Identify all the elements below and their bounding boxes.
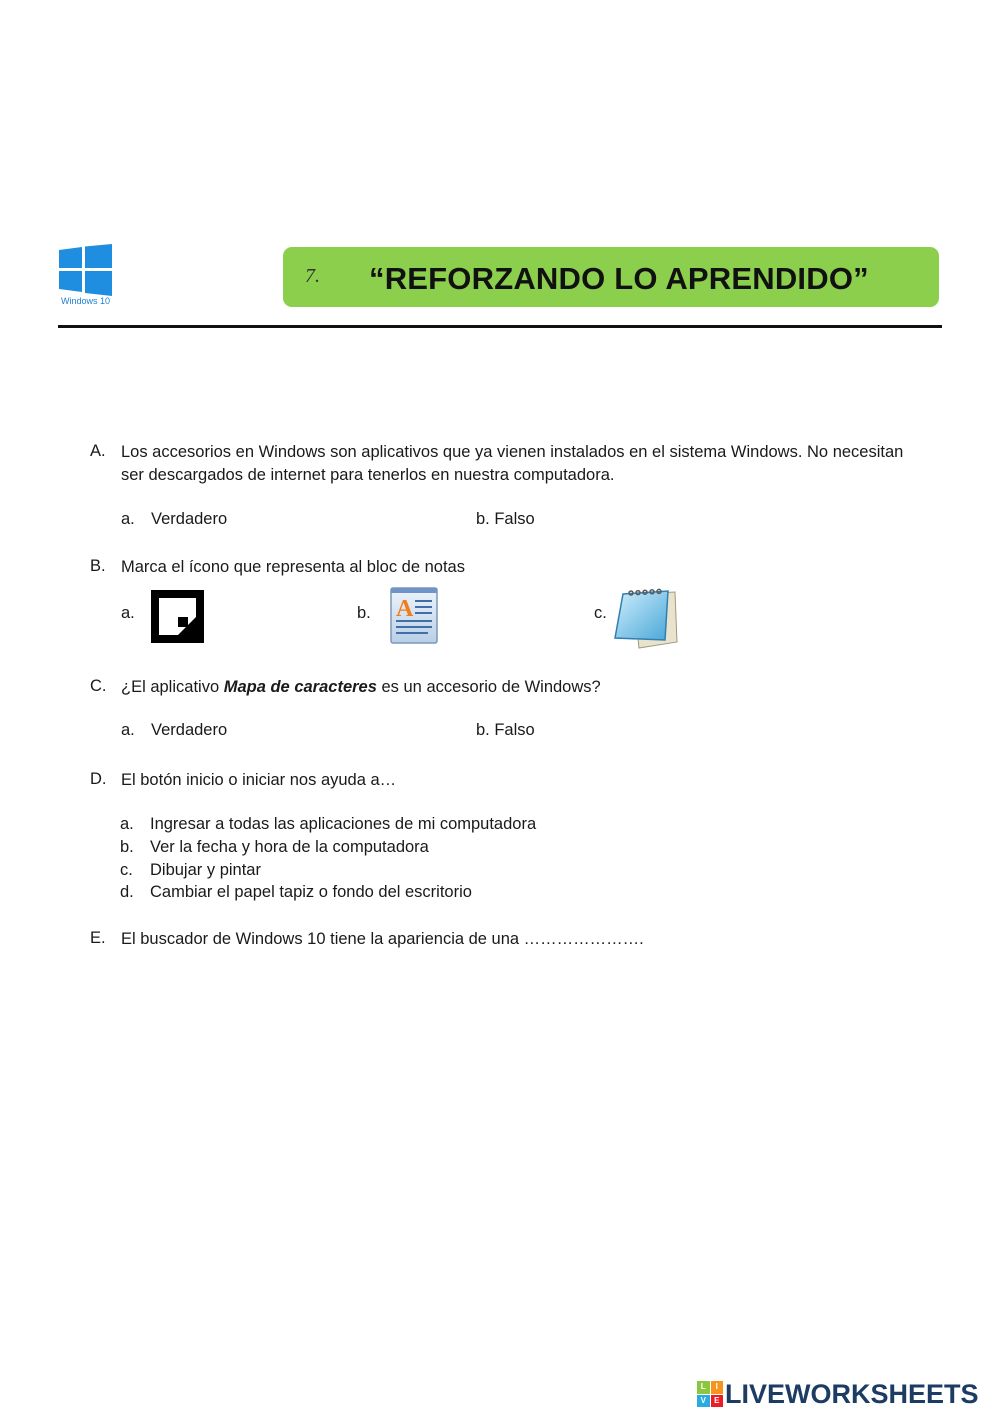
- header-divider: [58, 325, 942, 328]
- notepad-icon: [613, 588, 679, 650]
- windows-logo-icon: [59, 244, 113, 296]
- question-a-text: [121, 441, 941, 487]
- question-a-line2: ser descargados de internet para tenerlos en nuestra computadora.: [121, 466, 615, 484]
- question-b-option-b[interactable]: [390, 587, 438, 649]
- option-text: Verdadero: [151, 510, 228, 528]
- option-label: a.: [121, 510, 135, 528]
- question-d-option-b[interactable]: [120, 838, 429, 857]
- option-text: Cambiar el papel tapiz o fondo del escritorio: [150, 883, 472, 901]
- option-label: b.: [120, 838, 134, 856]
- question-d-option-a[interactable]: [120, 815, 536, 834]
- windows-10-logo: [59, 244, 113, 310]
- option-label: b. Falso: [476, 721, 535, 739]
- question-c-emphasis: Mapa de caracteres: [223, 678, 377, 696]
- liveworksheets-brand: LIVEWORKSHEETS: [725, 1378, 979, 1409]
- question-d-text: El botón inicio o iniciar nos ayuda a…: [121, 771, 397, 789]
- question-a-letter: A.: [90, 442, 106, 460]
- question-b-letter: B.: [90, 557, 106, 575]
- liveworksheets-badge-icon: L I V E: [697, 1381, 723, 1407]
- svg-text:A: A: [396, 596, 414, 622]
- question-c-text-before: ¿El aplicativo: [121, 678, 224, 696]
- option-text: Ingresar a todas las aplicaciones de mi computadora: [150, 815, 537, 833]
- question-d-letter: D.: [90, 770, 107, 788]
- option-label: c.: [120, 861, 133, 879]
- question-a-line1: Los accesorios en Windows son aplicativos que ya vienen instalados en el sistema Windows. No necesitan: [121, 443, 904, 461]
- question-e-text[interactable]: El buscador de Windows 10 tiene la apariencia de una ………………….: [121, 930, 644, 948]
- question-c-text-after: es un accesorio de Windows?: [376, 678, 601, 696]
- question-b-option-c-label: c.: [594, 604, 607, 622]
- question-d-option-c[interactable]: [120, 861, 261, 880]
- sticky-note-icon: [151, 590, 204, 643]
- question-c-option-a[interactable]: [121, 721, 227, 740]
- option-text: Verdadero: [151, 721, 228, 739]
- question-c-text: [121, 676, 601, 699]
- question-c-option-b[interactable]: [476, 721, 535, 740]
- question-b-option-a[interactable]: [151, 590, 204, 648]
- question-b-text: Marca el ícono que representa al bloc de notas: [121, 558, 465, 576]
- title-banner: [283, 247, 939, 307]
- option-text: Ver la fecha y hora de la computadora: [150, 838, 429, 856]
- question-d-option-d[interactable]: [120, 883, 472, 902]
- question-b-option-a-label: a.: [121, 604, 135, 622]
- question-c-letter: C.: [90, 677, 107, 695]
- question-e-letter: E.: [90, 929, 106, 947]
- question-b-option-c[interactable]: [613, 588, 679, 655]
- option-label: a.: [121, 721, 135, 739]
- windows-logo-caption: Windows 10: [61, 296, 111, 306]
- wordpad-icon: [390, 587, 438, 644]
- question-b-option-b-label: b.: [357, 604, 371, 622]
- question-a-option-b[interactable]: [476, 510, 535, 529]
- option-text: Dibujar y pintar: [150, 861, 261, 879]
- question-a-option-a[interactable]: [121, 510, 227, 529]
- option-label: b. Falso: [476, 510, 535, 528]
- activity-number: 7.: [305, 265, 320, 287]
- page-title: “REFORZANDO LO APRENDIDO”: [369, 261, 869, 296]
- option-label: d.: [120, 883, 134, 901]
- option-label: a.: [120, 815, 134, 833]
- liveworksheets-logo: [697, 1377, 979, 1411]
